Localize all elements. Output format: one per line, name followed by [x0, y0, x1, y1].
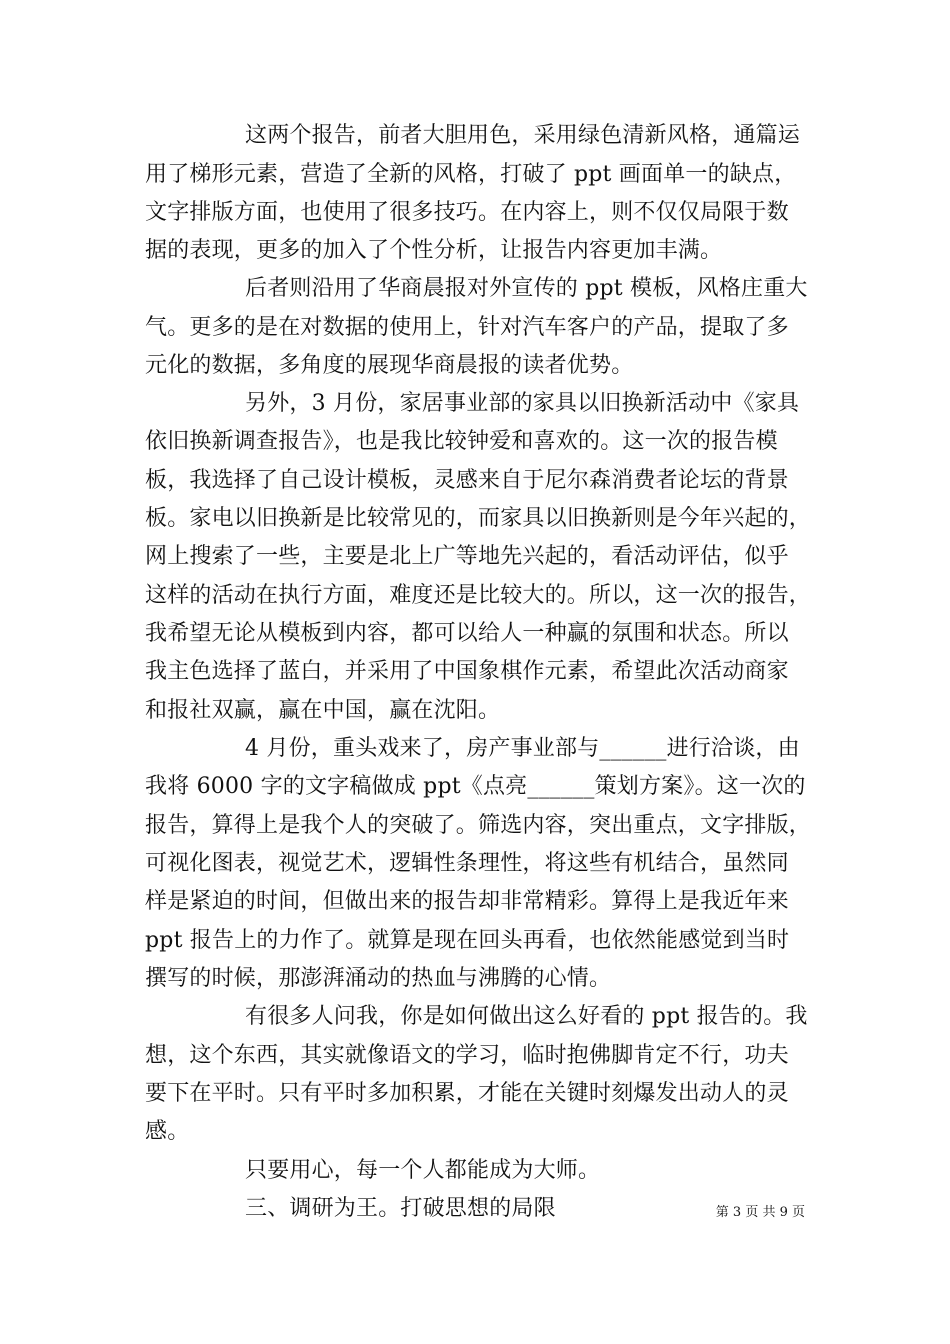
- paragraph-5-line-3: 要下在平时。只有平时多加积累，才能在关键时刻爆发出动人的灵: [145, 1081, 789, 1106]
- paragraph-4-line-7: 撰写的时候，那澎湃涌动的热血与沸腾的心情。: [145, 966, 612, 991]
- paragraph-2-line-3: 元化的数据，多角度的展现华商晨报的读者优势。: [145, 353, 634, 378]
- paragraph-1-line-3: 文字排版方面，也使用了很多技巧。在内容上，则不仅仅局限于数: [145, 200, 789, 225]
- paragraph-4-line-1: 4 月份，重头戏来了，房产事业部与______进行洽谈，由: [245, 736, 800, 761]
- paragraph-3-line-3: 板，我选择了自己设计模板，灵感来自于尼尔森消费者论坛的背景: [145, 468, 789, 493]
- paragraph-1-line-4: 据的表现，更多的加入了个性分析，让报告内容更加丰满。: [145, 238, 723, 263]
- paragraph-5-line-1: 有很多人问我，你是如何做出这么好看的 ppt 报告的。我: [245, 1004, 808, 1029]
- section-heading: 三、调研为王。打破思想的局限: [245, 1196, 556, 1221]
- paragraph-3-line-4: 板。家电以旧换新是比较常见的，而家具以旧换新则是今年兴起的，: [145, 506, 812, 531]
- paragraph-3-line-9: 和报社双赢，赢在中国，赢在沈阳。: [145, 698, 501, 723]
- paragraph-3-line-5: 网上搜索了一些，主要是北上广等地先兴起的，看活动评估，似乎: [145, 544, 789, 569]
- paragraph-4-line-3: 报告，算得上是我个人的突破了。筛选内容，突出重点，文字排版，: [145, 813, 812, 838]
- paragraph-3-line-8: 我主色选择了蓝白，并采用了中国象棋作元素，希望此次活动商家: [145, 659, 789, 684]
- paragraph-4-line-4: 可视化图表，视觉艺术，逻辑性条理性，将这些有机结合，虽然同: [145, 851, 789, 876]
- paragraph-3-line-1: 另外，3 月份，家居事业部的家具以旧换新活动中《家具: [245, 391, 800, 416]
- paragraph-5-line-2: 想，这个东西，其实就像语文的学习，临时抱佛脚肯定不行，功夫: [145, 1043, 789, 1068]
- paragraph-1-line-1: 这两个报告，前者大胆用色，采用绿色清新风格，通篇运: [245, 123, 801, 148]
- paragraph-3-line-2: 依旧换新调查报告》，也是我比较钟爱和喜欢的。这一次的报告模: [145, 429, 778, 454]
- paragraph-2-line-1: 后者则沿用了华商晨报对外宣传的 ppt 模板，风格庄重大: [245, 276, 808, 301]
- paragraph-4-line-2: 我将 6000 字的文字稿做成 ppt《点亮______策划方案》。这一次的: [145, 774, 806, 799]
- paragraph-6-line-1: 只要用心，每一个人都能成为大师。: [245, 1158, 601, 1183]
- paragraph-4-line-6: ppt 报告上的力作了。就算是现在回头再看，也依然能感觉到当时: [145, 928, 790, 953]
- page-number-footer: 第 3 页 共 9 页: [715, 1205, 805, 1220]
- paragraph-3-line-6: 这样的活动在执行方面，难度还是比较大的。所以，这一次的报告，: [145, 583, 812, 608]
- paragraph-1-line-2: 用了梯形元素，营造了全新的风格，打破了 ppt 画面单一的缺点，: [145, 162, 797, 187]
- paragraph-2-line-2: 气。更多的是在对数据的使用上，针对汽车客户的产品，提取了多: [145, 315, 789, 340]
- paragraph-5-line-4: 感。: [145, 1119, 190, 1144]
- paragraph-4-line-5: 样是紧迫的时间，但做出来的报告却非常精彩。算得上是我近年来: [145, 889, 789, 914]
- paragraph-3-line-7: 我希望无论从模板到内容，都可以给人一种赢的氛围和状态。所以: [145, 621, 789, 646]
